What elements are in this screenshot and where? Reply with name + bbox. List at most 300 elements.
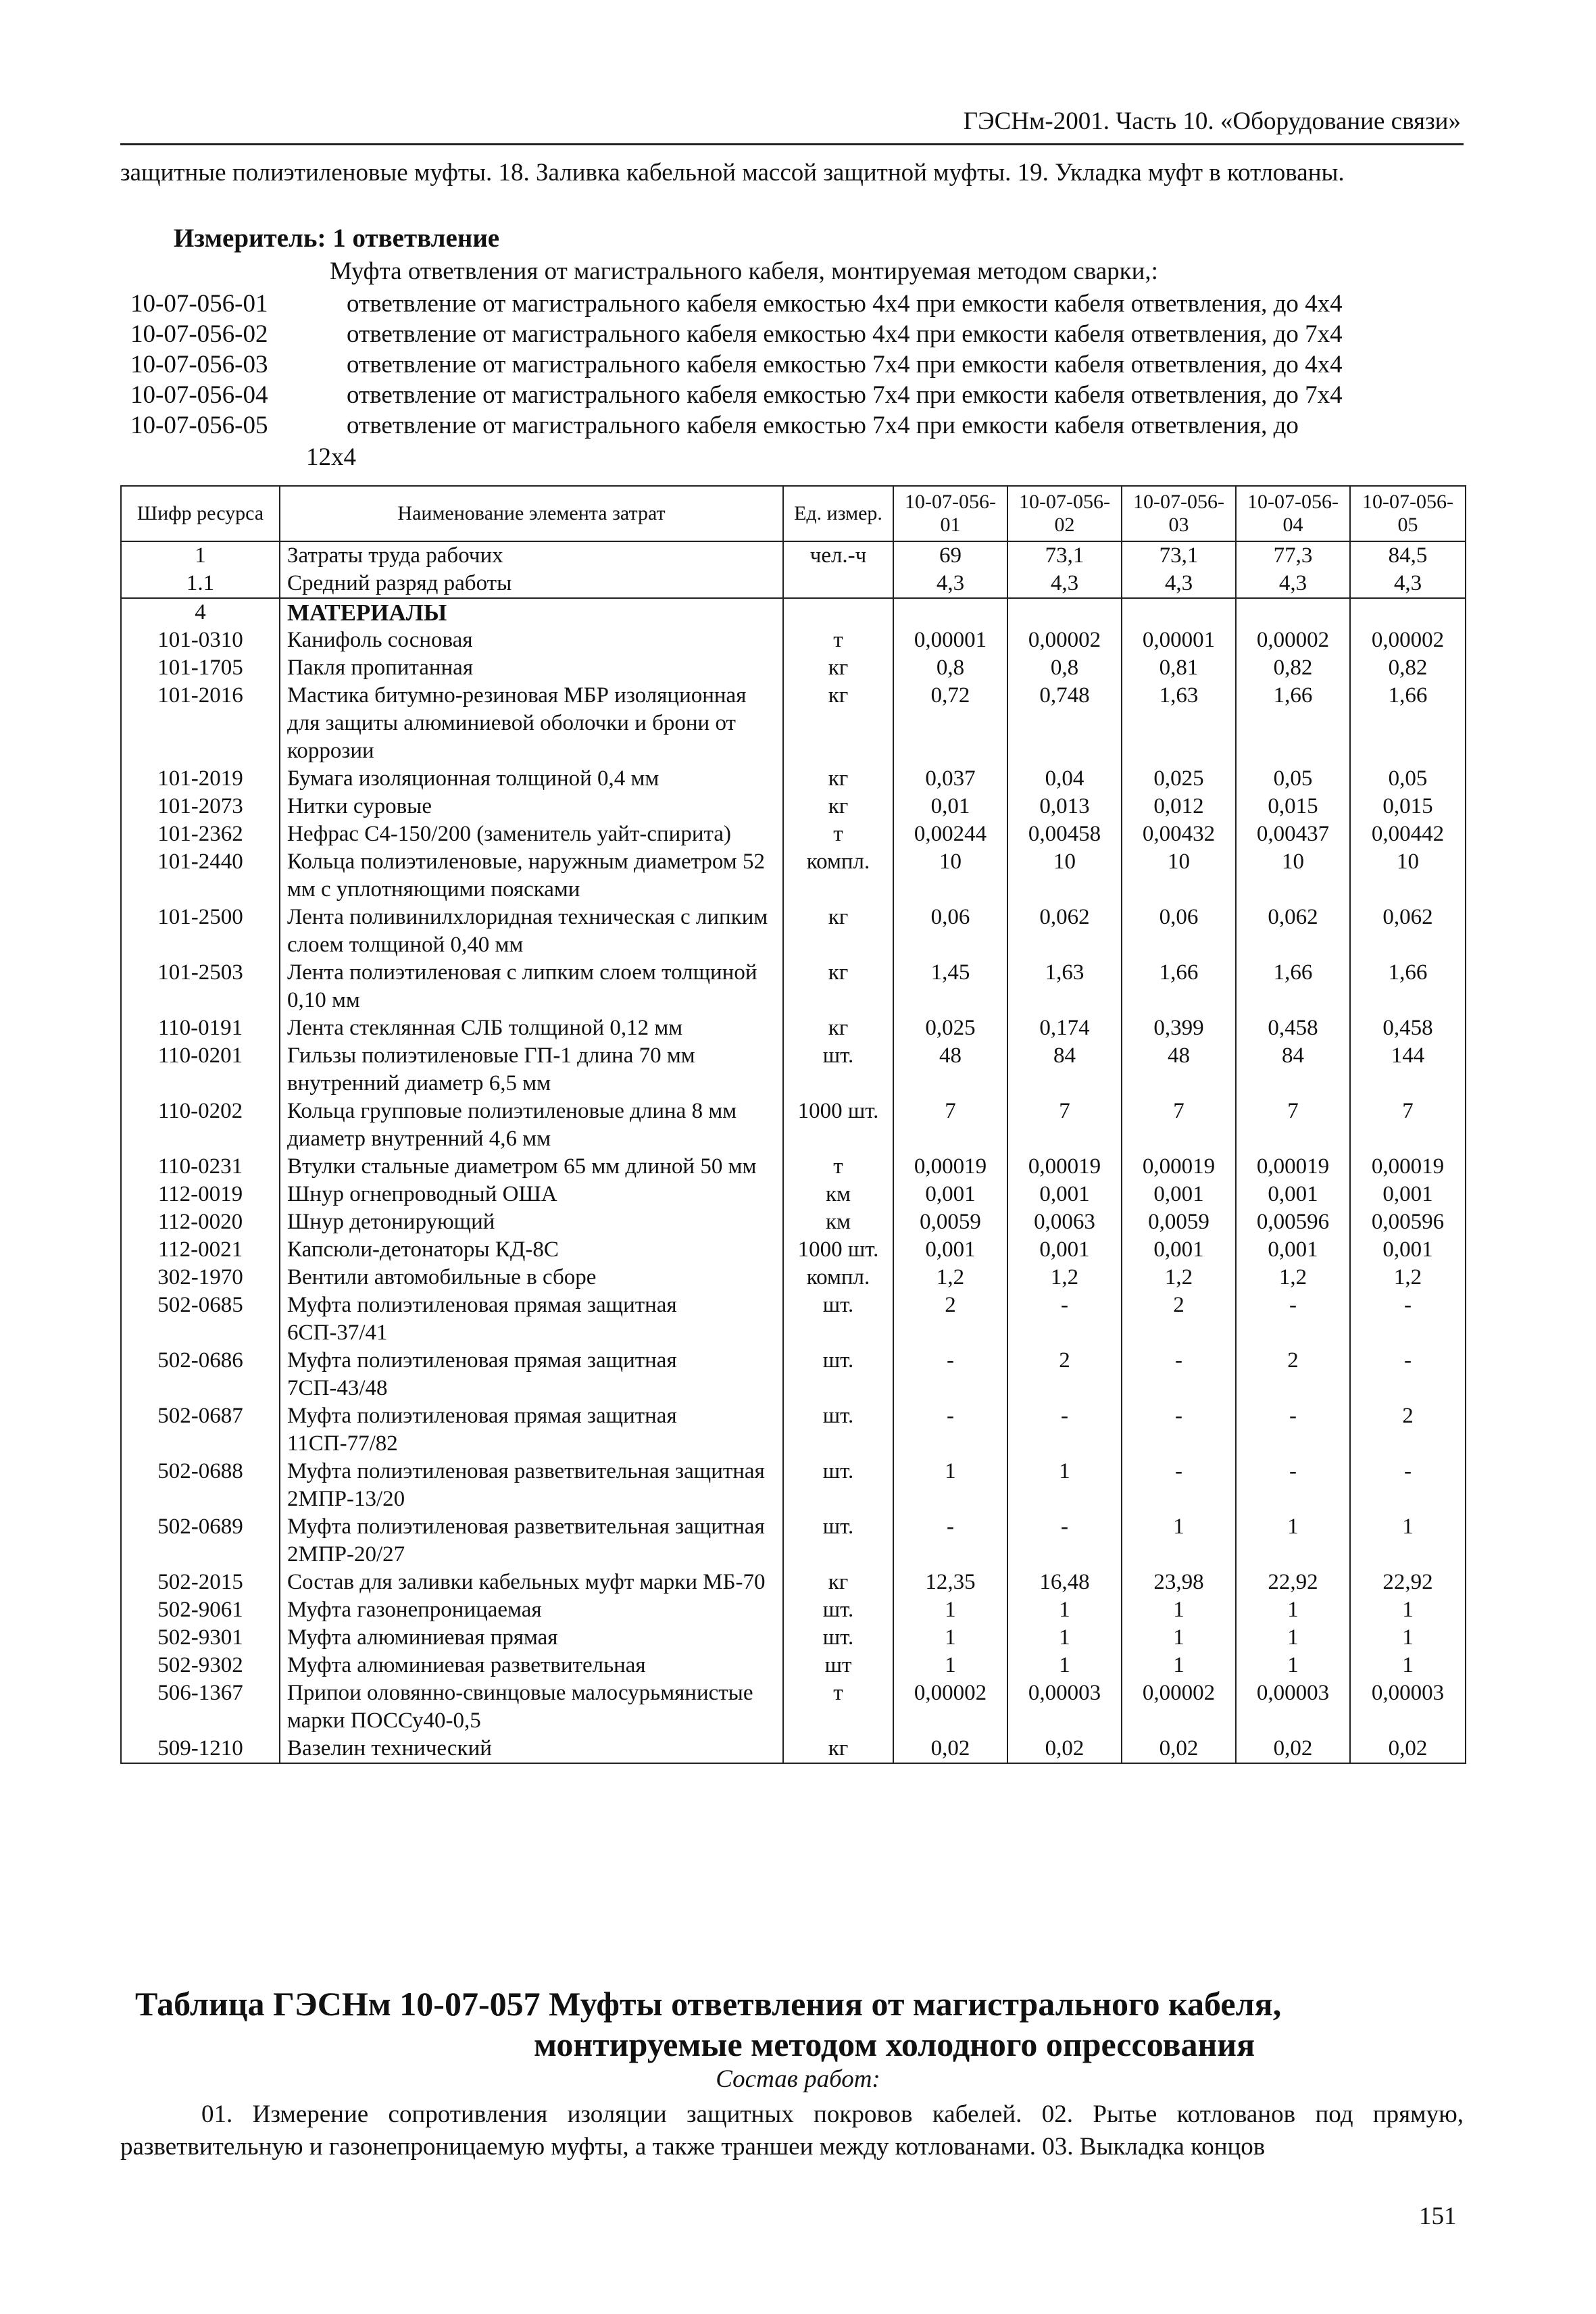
cell-unit: шт.: [783, 1291, 893, 1347]
cell-code: 101-2503: [121, 959, 280, 1014]
cell-code: 101-2440: [121, 848, 280, 904]
cell-value: 1,2: [893, 1264, 1007, 1291]
cell-value: 0,001: [893, 1236, 1007, 1264]
cell-value: 1,63: [1007, 959, 1122, 1014]
cell-code: 302-1970: [121, 1264, 280, 1291]
cell-name: Лента полиэтиленовая с липким слоем толщиной 0,10 мм: [280, 959, 783, 1014]
cell-value: 0,00244: [893, 820, 1007, 848]
table-row: [121, 848, 1466, 904]
cell-value: -: [1236, 1458, 1350, 1513]
code-row: [130, 289, 1468, 320]
code-id: 10-07-056-04: [130, 381, 268, 409]
cell-value: 48: [1122, 1042, 1236, 1098]
cell-value: 0,00019: [1350, 1153, 1466, 1181]
cell-unit: кг: [783, 1569, 893, 1596]
cell-value: 4,3: [1236, 570, 1350, 598]
cell-code: 101-1705: [121, 654, 280, 682]
cell-value: -: [1122, 1402, 1236, 1458]
cell-name: Канифоль сосновая: [280, 626, 783, 654]
cell-value: -: [1236, 1291, 1350, 1347]
cell-name: Шнур огнепроводный ОША: [280, 1181, 783, 1208]
code-id: 10-07-056-02: [130, 320, 268, 348]
table-row: [121, 1181, 1466, 1208]
cell-value: [1350, 598, 1466, 626]
cell-value: 0,00432: [1122, 820, 1236, 848]
cell-value: 1: [1236, 1596, 1350, 1624]
cell-value: 73,1: [1007, 541, 1122, 570]
cell-code: 502-9301: [121, 1624, 280, 1652]
cell-value: 0,00458: [1007, 820, 1122, 848]
table-row: [121, 626, 1466, 654]
cell-value: 2: [1236, 1347, 1350, 1402]
cell-value: 7: [1236, 1098, 1350, 1153]
cell-value: [1236, 598, 1350, 626]
cell-unit: кг: [783, 793, 893, 820]
cell-value: 0,0059: [893, 1208, 1007, 1236]
cell-unit: кг: [783, 654, 893, 682]
cell-name: Пакля пропитанная: [280, 654, 783, 682]
table-row: [121, 1596, 1466, 1624]
cell-value: 0,04: [1007, 765, 1122, 793]
cell-code: 101-2362: [121, 820, 280, 848]
cell-value: 0,82: [1350, 654, 1466, 682]
cell-code: 1.1: [121, 570, 280, 598]
cell-code: 112-0019: [121, 1181, 280, 1208]
table-row: [121, 682, 1466, 765]
cell-unit: [783, 570, 893, 598]
cell-value: 144: [1350, 1042, 1466, 1098]
cell-value: 84: [1007, 1042, 1122, 1098]
col-header-code: Шифр ресурса: [121, 486, 280, 541]
cell-value: 22,92: [1350, 1569, 1466, 1596]
cell-name: Мастика битумно-резиновая МБР изоляционная для защиты алюминиевой оболочки и брони от коррозии: [280, 682, 783, 765]
cell-name: Нитки суровые: [280, 793, 783, 820]
table-row: [121, 1652, 1466, 1679]
col-header-value: 10-07-056-04: [1236, 486, 1350, 541]
table-row: [121, 1236, 1466, 1264]
cell-value: 0,001: [1122, 1181, 1236, 1208]
cell-name: Муфта полиэтиленовая прямая защитная 7СП-43/48: [280, 1347, 783, 1402]
cell-unit: кг: [783, 904, 893, 959]
cell-value: -: [1350, 1458, 1466, 1513]
cell-value: 1: [1122, 1624, 1236, 1652]
cell-unit: шт.: [783, 1624, 893, 1652]
cell-code: 110-0201: [121, 1042, 280, 1098]
cell-value: 0,025: [1122, 765, 1236, 793]
table-row: [121, 598, 1466, 626]
code-row: [130, 350, 1468, 381]
table-row: [121, 1291, 1466, 1347]
cell-code: 101-2019: [121, 765, 280, 793]
cell-code: 4: [121, 598, 280, 626]
table-row: [121, 904, 1466, 959]
cell-value: 0,458: [1350, 1014, 1466, 1042]
cell-name: Кольца групповые полиэтиленовые длина 8 мм диаметр внутренний 4,6 мм: [280, 1098, 783, 1153]
cell-name: Состав для заливки кабельных муфт марки МБ-70: [280, 1569, 783, 1596]
cell-name: Муфта полиэтиленовая разветвительная защитная 2МПР-13/20: [280, 1458, 783, 1513]
col-header-value: 10-07-056-03: [1122, 486, 1236, 541]
cell-value: 4,3: [1350, 570, 1466, 598]
cell-value: 0,00019: [1122, 1153, 1236, 1181]
cell-value: -: [893, 1402, 1007, 1458]
cell-value: 1: [1122, 1596, 1236, 1624]
cell-value: 0,02: [893, 1735, 1007, 1763]
cell-code: 110-0191: [121, 1014, 280, 1042]
cell-value: 0,06: [1122, 904, 1236, 959]
cell-unit: кг: [783, 765, 893, 793]
table-row: [121, 1014, 1466, 1042]
cell-unit: компл.: [783, 848, 893, 904]
cell-value: 0,062: [1350, 904, 1466, 959]
cell-code: 502-0688: [121, 1458, 280, 1513]
table-row: [121, 1347, 1466, 1402]
cell-value: 4,3: [1007, 570, 1122, 598]
cell-unit: кг: [783, 682, 893, 765]
page-number: 151: [1419, 2202, 1457, 2230]
cell-value: 0,0063: [1007, 1208, 1122, 1236]
cell-value: 16,48: [1007, 1569, 1122, 1596]
cell-name: МАТЕРИАЛЫ: [280, 598, 783, 626]
cell-name: Лента стеклянная СЛБ толщиной 0,12 мм: [280, 1014, 783, 1042]
cell-value: 1,66: [1236, 959, 1350, 1014]
cell-value: -: [1007, 1402, 1122, 1458]
running-header: ГЭСНм-2001. Часть 10. «Оборудование связи»: [963, 107, 1461, 135]
cell-unit: чел.-ч: [783, 541, 893, 570]
cell-code: 110-0231: [121, 1153, 280, 1181]
cell-value: 0,00001: [893, 626, 1007, 654]
cell-value: 0,00019: [893, 1153, 1007, 1181]
cell-value: 1: [1122, 1513, 1236, 1569]
cell-name: Затраты труда рабочих: [280, 541, 783, 570]
cell-name: Муфта газонепроницаемая: [280, 1596, 783, 1624]
table-row: [121, 1513, 1466, 1569]
cell-value: 1: [1122, 1652, 1236, 1679]
cell-value: 0,02: [1007, 1735, 1122, 1763]
cell-value: 0,001: [1236, 1236, 1350, 1264]
cell-value: 0,00002: [1236, 626, 1350, 654]
cell-value: -: [1007, 1513, 1122, 1569]
cell-value: 10: [1122, 848, 1236, 904]
cell-value: 22,92: [1236, 1569, 1350, 1596]
table-row: [121, 1208, 1466, 1236]
cell-name: Вентили автомобильные в сборе: [280, 1264, 783, 1291]
cell-value: -: [1007, 1291, 1122, 1347]
cell-value: 48: [893, 1042, 1007, 1098]
code-row: [130, 411, 1468, 442]
cell-name: Муфта полиэтиленовая прямая защитная 6СП-37/41: [280, 1291, 783, 1347]
cell-value: 0,399: [1122, 1014, 1236, 1042]
code-row: [130, 380, 1468, 412]
cell-value: 0,00437: [1236, 820, 1350, 848]
cell-value: 0,001: [1236, 1181, 1350, 1208]
cell-value: -: [1350, 1347, 1466, 1402]
cell-code: 101-2016: [121, 682, 280, 765]
cell-value: 0,013: [1007, 793, 1122, 820]
cell-value: 0,02: [1122, 1735, 1236, 1763]
cell-value: 1: [1007, 1624, 1122, 1652]
cell-name: Муфта алюминиевая прямая: [280, 1624, 783, 1652]
cell-value: 1: [1236, 1652, 1350, 1679]
table-row: [121, 1264, 1466, 1291]
cell-value: 0,00019: [1236, 1153, 1350, 1181]
cell-value: 84,5: [1350, 541, 1466, 570]
cell-value: -: [1122, 1458, 1236, 1513]
cell-value: 0,015: [1236, 793, 1350, 820]
resource-table: [120, 485, 1466, 1764]
cell-value: -: [1122, 1347, 1236, 1402]
cell-code: 502-9302: [121, 1652, 280, 1679]
table-row: [121, 541, 1466, 570]
col-header-value: 10-07-056-05: [1350, 486, 1466, 541]
cell-value: 0,02: [1236, 1735, 1350, 1763]
cell-code: 502-0686: [121, 1347, 280, 1402]
cell-value: 1: [893, 1596, 1007, 1624]
cell-value: 0,001: [1350, 1236, 1466, 1264]
cell-code: 502-0685: [121, 1291, 280, 1347]
cell-unit: [783, 598, 893, 626]
cell-value: 0,001: [1007, 1181, 1122, 1208]
cell-value: 0,81: [1122, 654, 1236, 682]
cell-value: 1: [893, 1652, 1007, 1679]
cell-name: Кольца полиэтиленовые, наружным диаметром 52 мм с уплотняющими поясками: [280, 848, 783, 904]
table-row: [121, 1679, 1466, 1735]
cell-code: 509-1210: [121, 1735, 280, 1763]
cell-value: -: [893, 1347, 1007, 1402]
cell-value: 10: [893, 848, 1007, 904]
cell-code: 502-0689: [121, 1513, 280, 1569]
cell-value: 0,05: [1236, 765, 1350, 793]
cell-value: 0,01: [893, 793, 1007, 820]
cell-value: 2: [1350, 1402, 1466, 1458]
cell-name: Шнур детонирующий: [280, 1208, 783, 1236]
cell-value: 0,00003: [1007, 1679, 1122, 1735]
cell-code: 1: [121, 541, 280, 570]
cell-value: 1,66: [1122, 959, 1236, 1014]
cell-value: -: [1236, 1402, 1350, 1458]
cell-unit: т: [783, 626, 893, 654]
cell-value: 7: [1350, 1098, 1466, 1153]
cell-value: 0,8: [893, 654, 1007, 682]
col-header-unit: Ед. измер.: [783, 486, 893, 541]
cell-unit: км: [783, 1181, 893, 1208]
cell-value: 0,00596: [1350, 1208, 1466, 1236]
cell-value: 1: [1350, 1624, 1466, 1652]
cell-value: 0,012: [1122, 793, 1236, 820]
intro-paragraph: защитные полиэтиленовые муфты. 18. Заливка кабельной массой защитной муфты. 19. Укладка муфт в котлованы.: [120, 159, 1345, 187]
cell-unit: кг: [783, 959, 893, 1014]
table-header-row: [121, 486, 1466, 541]
cell-name: Лента поливинилхлоридная техническая с липким слоем толщиной 0,40 мм: [280, 904, 783, 959]
cell-value: 10: [1007, 848, 1122, 904]
cell-value: 1,2: [1350, 1264, 1466, 1291]
cell-name: Гильзы полиэтиленовые ГП-1 длина 70 мм внутренний диаметр 6,5 мм: [280, 1042, 783, 1098]
table-row: [121, 820, 1466, 848]
cell-value: [893, 598, 1007, 626]
cell-name: Нефрас С4-150/200 (заменитель уайт-спирита): [280, 820, 783, 848]
cell-value: 0,00002: [1350, 626, 1466, 654]
cell-code: 101-0310: [121, 626, 280, 654]
cell-value: 0,062: [1007, 904, 1122, 959]
table-row: [121, 1458, 1466, 1513]
code-id: 10-07-056-01: [130, 290, 268, 318]
cell-value: 1: [893, 1624, 1007, 1652]
cell-value: 0,015: [1350, 793, 1466, 820]
cell-value: 0,0059: [1122, 1208, 1236, 1236]
cell-value: 0,001: [893, 1181, 1007, 1208]
cell-value: 1,2: [1122, 1264, 1236, 1291]
cell-value: 77,3: [1236, 541, 1350, 570]
col-header-value: 10-07-056-02: [1007, 486, 1122, 541]
cell-code: 502-0687: [121, 1402, 280, 1458]
table-row: [121, 570, 1466, 598]
cell-value: 0,00003: [1236, 1679, 1350, 1735]
cell-name: Муфта полиэтиленовая разветвительная защитная 2МПР-20/27: [280, 1513, 783, 1569]
code-text: ответвление от магистрального кабеля емкостью 4х4 при емкости кабеля ответвления, до 4х4: [347, 290, 1343, 318]
code-continuation: 12х4: [306, 443, 356, 471]
cell-value: 1: [893, 1458, 1007, 1513]
cell-code: 110-0202: [121, 1098, 280, 1153]
cell-value: 0,062: [1236, 904, 1350, 959]
cell-unit: шт.: [783, 1402, 893, 1458]
meter-heading: Измеритель: 1 ответвление: [174, 224, 500, 253]
cell-code: 101-2500: [121, 904, 280, 959]
cell-code: 502-2015: [121, 1569, 280, 1596]
table-row: [121, 793, 1466, 820]
cell-value: 0,00596: [1236, 1208, 1350, 1236]
cell-code: 112-0020: [121, 1208, 280, 1236]
cell-unit: компл.: [783, 1264, 893, 1291]
table-row: [121, 654, 1466, 682]
cell-value: 1: [1350, 1652, 1466, 1679]
cell-value: 10: [1236, 848, 1350, 904]
cell-code: 101-2073: [121, 793, 280, 820]
cell-value: 0,00001: [1122, 626, 1236, 654]
cell-value: 1,2: [1236, 1264, 1350, 1291]
cell-name: Втулки стальные диаметром 65 мм длиной 50 мм: [280, 1153, 783, 1181]
cell-unit: 1000 шт.: [783, 1236, 893, 1264]
cell-value: 2: [1007, 1347, 1122, 1402]
cell-name: Капсюли-детонаторы КД-8С: [280, 1236, 783, 1264]
description: Муфта ответвления от магистрального кабеля, монтируемая методом сварки,:: [330, 257, 1158, 285]
table-row: [121, 765, 1466, 793]
cell-value: 0,001: [1350, 1181, 1466, 1208]
cell-value: 1: [1236, 1624, 1350, 1652]
cell-value: 0,02: [1350, 1735, 1466, 1763]
cell-value: 10: [1350, 848, 1466, 904]
cell-value: 0,00002: [1122, 1679, 1236, 1735]
cell-value: 1,2: [1007, 1264, 1122, 1291]
cell-value: 0,001: [1122, 1236, 1236, 1264]
cell-unit: шт.: [783, 1596, 893, 1624]
cell-value: 0,00003: [1350, 1679, 1466, 1735]
section-title: [135, 1984, 1460, 2065]
cell-value: 7: [1122, 1098, 1236, 1153]
section-title-line2: монтируемые методом холодного опрессования: [534, 2025, 1255, 2063]
cell-unit: шт.: [783, 1458, 893, 1513]
cell-value: [1007, 598, 1122, 626]
work-composition-text: 01. Измерение сопротивления изоляции защитных покровов кабелей. 02. Рытье котлованов под прямую, разветвительную и газонепроницаемую муфты, а также траншеи между котлованами. 03. Выкладка концов: [120, 2100, 1464, 2161]
cell-value: 0,00002: [893, 1679, 1007, 1735]
cell-name: Бумага изоляционная толщиной 0,4 мм: [280, 765, 783, 793]
table-row: [121, 1042, 1466, 1098]
cell-value: 1,45: [893, 959, 1007, 1014]
cell-value: 1: [1350, 1513, 1466, 1569]
cell-unit: т: [783, 1679, 893, 1735]
cell-name: Средний разряд работы: [280, 570, 783, 598]
table-row: [121, 959, 1466, 1014]
code-text: ответвление от магистрального кабеля емкостью 7х4 при емкости кабеля ответвления, до 4х4: [347, 351, 1343, 378]
cell-value: 1: [1236, 1513, 1350, 1569]
cell-unit: т: [783, 820, 893, 848]
cell-value: 0,00442: [1350, 820, 1466, 848]
cell-value: -: [893, 1513, 1007, 1569]
cell-value: 1: [1007, 1652, 1122, 1679]
table-row: [121, 1402, 1466, 1458]
cell-value: 0,82: [1236, 654, 1350, 682]
cell-value: 1,66: [1350, 682, 1466, 765]
cell-value: 0,748: [1007, 682, 1122, 765]
cell-value: 1: [1007, 1596, 1122, 1624]
cell-value: 0,72: [893, 682, 1007, 765]
cell-value: 0,001: [1007, 1236, 1122, 1264]
cell-value: 0,8: [1007, 654, 1122, 682]
cell-unit: 1000 шт.: [783, 1098, 893, 1153]
cell-value: 0,025: [893, 1014, 1007, 1042]
header-divider: [120, 143, 1464, 145]
cell-value: 7: [1007, 1098, 1122, 1153]
cell-unit: кг: [783, 1735, 893, 1763]
cell-name: Припои оловянно-свинцовые малосурьмянистые марки ПОССу40-0,5: [280, 1679, 783, 1735]
cell-value: 0,037: [893, 765, 1007, 793]
cell-code: 502-9061: [121, 1596, 280, 1624]
cell-code: 506-1367: [121, 1679, 280, 1735]
cell-value: 2: [1122, 1291, 1236, 1347]
cell-value: 4,3: [893, 570, 1007, 598]
cell-value: 0,00002: [1007, 626, 1122, 654]
cell-unit: шт.: [783, 1513, 893, 1569]
cell-value: [1122, 598, 1236, 626]
cell-value: 73,1: [1122, 541, 1236, 570]
col-header-value: 10-07-056-01: [893, 486, 1007, 541]
table-row: [121, 1735, 1466, 1763]
table-row: [121, 1569, 1466, 1596]
cell-unit: шт: [783, 1652, 893, 1679]
cell-value: 69: [893, 541, 1007, 570]
section-title-line1: Таблица ГЭСНм 10-07-057 Муфты ответвления от магистрального кабеля,: [135, 1985, 1282, 2023]
code-id: 10-07-056-03: [130, 351, 268, 378]
cell-value: 23,98: [1122, 1569, 1236, 1596]
cell-value: 0,174: [1007, 1014, 1122, 1042]
table-row: [121, 1098, 1466, 1153]
cell-unit: кг: [783, 1014, 893, 1042]
cell-unit: шт.: [783, 1347, 893, 1402]
cell-value: 1,63: [1122, 682, 1236, 765]
cell-value: 2: [893, 1291, 1007, 1347]
code-row: [130, 320, 1468, 351]
cell-value: 0,05: [1350, 765, 1466, 793]
code-text: ответвление от магистрального кабеля емкостью 7х4 при емкости кабеля ответвления, до: [347, 412, 1299, 439]
cell-name: Муфта алюминиевая разветвительная: [280, 1652, 783, 1679]
cell-value: 84: [1236, 1042, 1350, 1098]
code-text: ответвление от магистрального кабеля емкостью 4х4 при емкости кабеля ответвления, до 7х4: [347, 320, 1343, 348]
cell-unit: т: [783, 1153, 893, 1181]
cell-code: 112-0021: [121, 1236, 280, 1264]
cell-unit: шт.: [783, 1042, 893, 1098]
cell-value: 12,35: [893, 1569, 1007, 1596]
cell-value: 1,66: [1350, 959, 1466, 1014]
work-composition-heading: Состав работ:: [716, 2065, 880, 2093]
cell-value: 0,00019: [1007, 1153, 1122, 1181]
